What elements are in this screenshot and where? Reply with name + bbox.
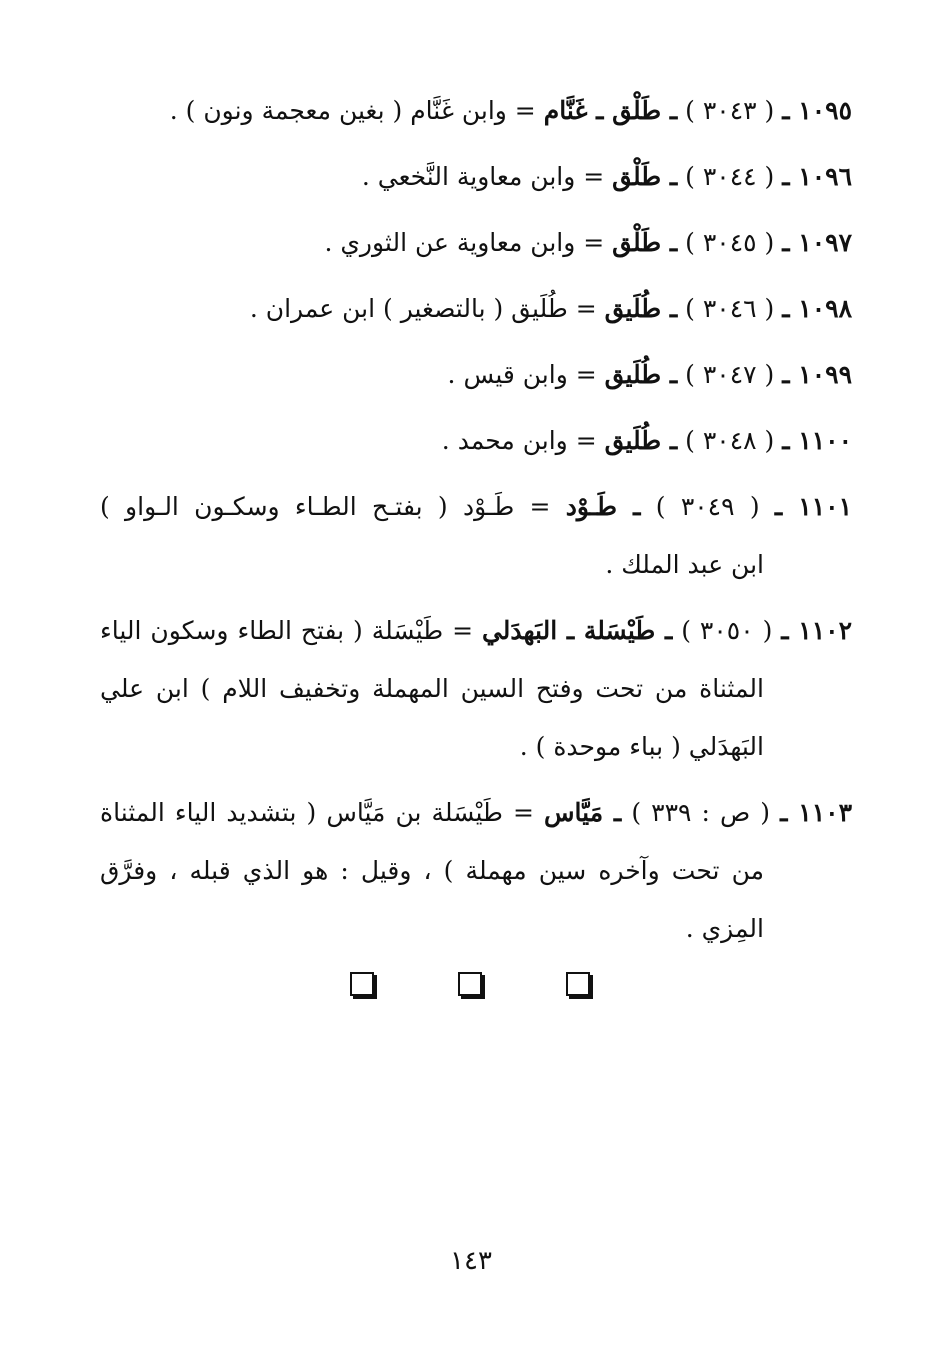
- entry-name: ـ طُلَيق: [604, 294, 678, 323]
- entry-name: ـ طُلَيق: [604, 360, 678, 389]
- entry-reference: ( ٣٠٤٩ ): [655, 492, 760, 521]
- entry-1102: [100, 602, 852, 776]
- entry-reference: ( ٣٠٤٤ ): [685, 162, 775, 191]
- entry-1095: [100, 82, 852, 140]
- entry-1100: [100, 412, 852, 470]
- entry-number: ١٠٩٦ ـ: [782, 162, 852, 191]
- entry-1097: [100, 214, 852, 272]
- entry-1098: [100, 280, 852, 338]
- entry-text: = وابن معاوية عن الثوري .: [324, 228, 605, 257]
- entry-1099: [100, 346, 852, 404]
- entry-reference: ( ٣٠٤٧ ): [685, 360, 775, 389]
- entry-text: = وابن قيس .: [447, 360, 597, 389]
- entry-name: ـ طُلَيق: [604, 426, 678, 455]
- entry-name: ـ مَيَّاس: [544, 798, 622, 827]
- entry-reference: ( ٣٠٤٦ ): [685, 294, 775, 323]
- entry-text: = طُلَيق ( بالتصغير ) ابن عمران .: [249, 294, 597, 323]
- entry-first-line: [100, 602, 852, 660]
- entry-text: = وابن معاوية النَّخعي .: [361, 162, 605, 191]
- entry-number: ١٠٩٥ ـ: [782, 96, 852, 125]
- entry-number: ١١٠٣ ـ: [780, 798, 853, 827]
- entry-continuation: ابن عبد الملك .: [605, 550, 764, 579]
- entry-first-line: [100, 478, 852, 536]
- square-ornament-icon: [350, 972, 374, 996]
- entry-number: ١١٠٢ ـ: [781, 616, 852, 645]
- entry-text: = طَيْسَلة ( بفتح الطاء وسكون الياء: [100, 616, 474, 645]
- entry-continuation: البَهدَلي ( بباء موحدة ) .: [519, 732, 764, 761]
- section-end-ornaments: [350, 972, 590, 1002]
- entry-reference: ( ٣٠٥٠ ): [681, 616, 773, 645]
- entry-text: = طَـوْد ( بفتـح الطـاء وسكـون الـواو ): [100, 492, 551, 521]
- square-ornament-icon: [458, 972, 482, 996]
- entry-number: ١٠٩٧ ـ: [782, 228, 852, 257]
- entry-number: ١٠٩٩ ـ: [782, 360, 852, 389]
- entry-1101: [100, 478, 852, 594]
- entry-reference: ( ٣٠٤٨ ): [685, 426, 775, 455]
- entry-name: ـ طَـوْد: [565, 492, 641, 521]
- entry-text: = وابن غَنَّام ( بغين معجمة ونون ) .: [169, 96, 536, 125]
- entry-continuation: من تحت وآخره سين مهملة ) ، وقيل : هو الذي قبله ، وفرَّق: [100, 856, 764, 885]
- entry-name: ـ طَيْسَلة ـ البَهدَلي: [481, 616, 673, 645]
- entry-continuation: المِزي .: [685, 914, 764, 943]
- entry-1103: [100, 784, 852, 958]
- entry-number: ١١٠١ ـ: [774, 492, 853, 521]
- entry-name: ـ طَلْق ـ غَنَّام: [543, 96, 678, 125]
- entry-number: ١٠٩٨ ـ: [782, 294, 852, 323]
- entry-number: ١١٠٠ ـ: [782, 426, 852, 455]
- entry-1096: [100, 148, 852, 206]
- entry-first-line: [100, 784, 852, 842]
- entry-text: = طَيْسَلة بن مَيَّاس ( بتشديد الياء المثناة: [100, 798, 534, 827]
- entry-continuation: المثناة من تحت وفتح السين المهملة وتخفيف اللام ) ابن علي: [100, 674, 764, 703]
- page-number: ١٤٣: [450, 1246, 492, 1276]
- entry-text: = وابن محمد .: [441, 426, 597, 455]
- entry-name: ـ طَلْق: [612, 162, 678, 191]
- entry-reference: ( ص : ٣٣٩ ): [631, 798, 771, 827]
- entry-reference: ( ٣٠٤٣ ): [685, 96, 775, 125]
- entries-list: [100, 82, 852, 966]
- square-ornament-icon: [566, 972, 590, 996]
- entry-reference: ( ٣٠٤٥ ): [685, 228, 775, 257]
- entry-name: ـ طَلْق: [612, 228, 678, 257]
